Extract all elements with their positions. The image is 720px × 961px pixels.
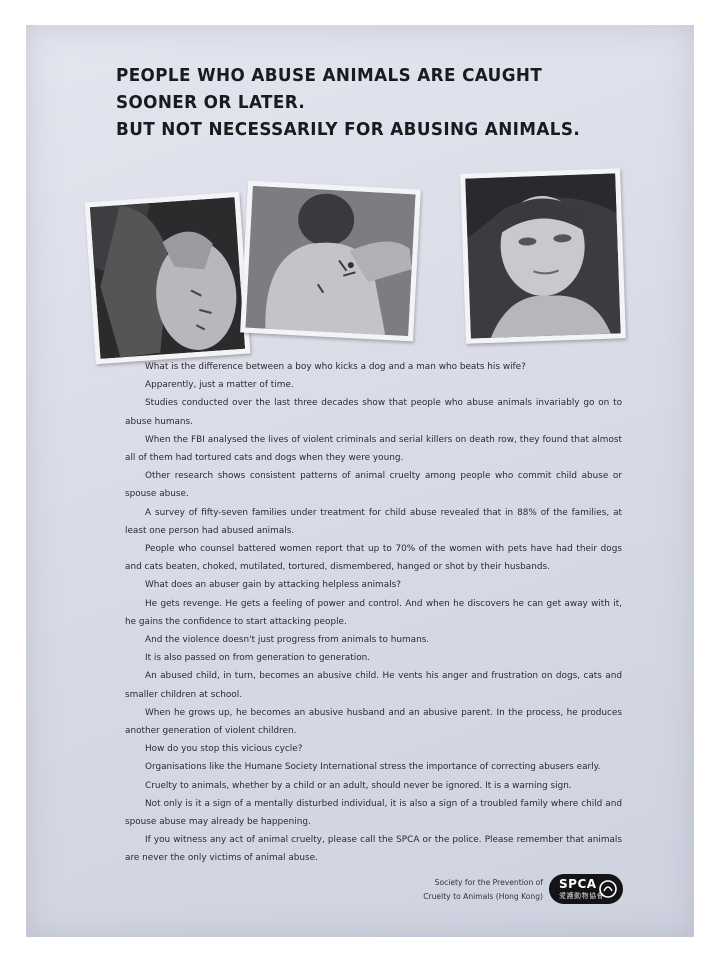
- organization-line-1: Society for the Prevention of: [434, 878, 543, 887]
- body-paragraph: How do you stop this vicious cycle?: [145, 744, 303, 755]
- body-paragraph: A survey of fifty-seven families under treatment for child abuse revealed that in 88% of the families, at least one person had abused animals.: [125, 507, 622, 536]
- organization-name: [416, 876, 543, 904]
- poster-page: [26, 25, 694, 937]
- body-paragraph: Cruelty to animals, whether by a child or an adult, should never be ignored. It is a warning sign.: [145, 780, 572, 791]
- photo-child-back: [240, 181, 421, 342]
- body-paragraph: Studies conducted over the last three decades show that people who abuse animals invariably go on to abuse humans.: [125, 398, 622, 427]
- body-paragraph: Organisations like the Humane Society International stress the importance of correcting abusers early.: [145, 762, 601, 773]
- spca-logo: [549, 874, 623, 904]
- body-paragraph: He gets revenge. He gets a feeling of power and control. And when he discovers he can get away with it, he gains the confidence to start attacking people.: [125, 598, 622, 627]
- body-copy: [125, 358, 622, 868]
- photo-woman-face: [460, 168, 626, 343]
- organization-line-2: Cruelty to Animals (Hong Kong): [423, 892, 543, 901]
- logo-text: SPCA: [559, 877, 597, 891]
- headline-line-2: SOONER OR LATER.: [116, 93, 306, 113]
- body-paragraph: When the FBI analysed the lives of violent criminals and serial killers on death row, they found that almost all of them had tortured cats and dogs when they were young.: [125, 434, 622, 464]
- photo-woman-shoulder: [85, 192, 251, 364]
- body-paragraph: What does an abuser gain by attacking helpless animals?: [145, 580, 401, 591]
- body-paragraph: What is the difference between a boy who kicks a dog and a man who beats his wife?: [145, 362, 526, 372]
- body-paragraph: An abused child, in turn, becomes an abusive child. He vents his anger and frustration on dogs, cats and smaller children at school.: [125, 671, 622, 700]
- headline-line-3: BUT NOT NECESSARILY FOR ABUSING ANIMALS.: [116, 120, 581, 140]
- body-paragraph: And the violence doesn't just progress from animals to humans.: [145, 635, 430, 646]
- body-paragraph: People who counsel battered women report that up to 70% of the women with pets have had their dogs and cats beaten, choked, mutilated, tortured, dismembered, hanged or shot by their husbands.: [125, 544, 622, 573]
- headline-line-1: PEOPLE WHO ABUSE ANIMALS ARE CAUGHT: [116, 66, 543, 86]
- body-paragraph: When he grows up, he becomes an abusive husband and an abusive parent. In the process, he produces another generation of violent children.: [125, 707, 622, 737]
- headline: [116, 63, 580, 144]
- body-paragraph: Other research shows consistent patterns of animal cruelty among people who commit child abuse or spouse abuse.: [125, 471, 622, 500]
- body-paragraph: Apparently, just a matter of time.: [145, 380, 294, 391]
- logo-chinese-text: 愛護動物協會: [559, 893, 604, 900]
- body-paragraph: If you witness any act of animal cruelty, please call the SPCA or the police. Please remember that animals are never the only victims of animal abuse.: [125, 835, 622, 864]
- body-paragraph: Not only is it a sign of a mentally disturbed individual, it is also a sign of a troubled family where child and spouse abuse may already be happening.: [125, 798, 622, 828]
- animal-emblem-icon: [599, 879, 617, 899]
- body-paragraph: It is also passed on from generation to generation.: [145, 653, 371, 664]
